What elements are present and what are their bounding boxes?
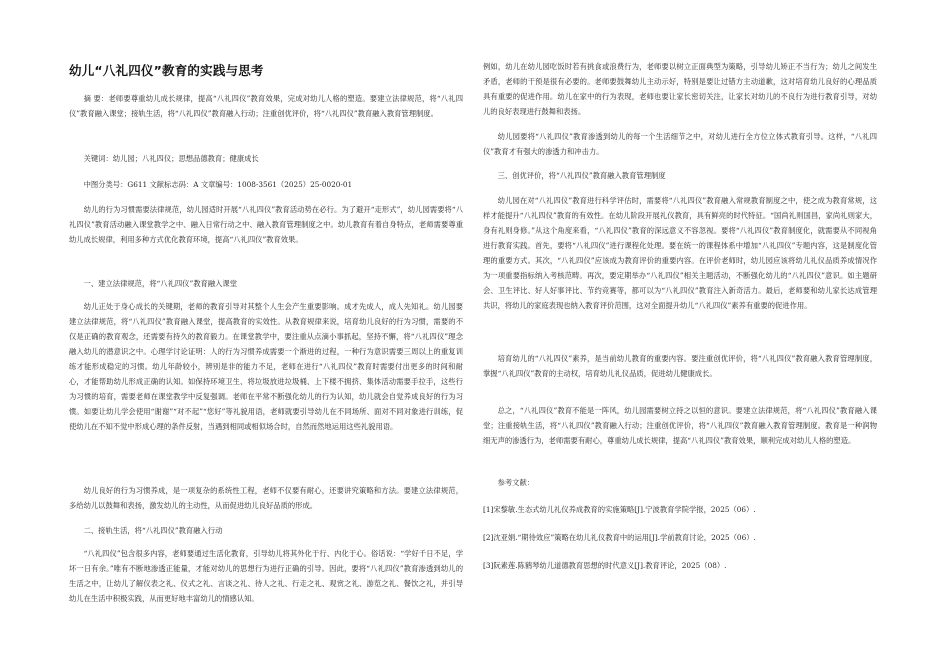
section1-paragraph-1: 幼儿正处于身心成长的关键期，老师的教育引导对其整个人生会产生重要影响。成才先成人，成人先知礼。幼儿园要建立法律规范，将“八礼四仪”教育融入课堂，提高教育的实效性。从教育规律来说，培育幼儿良好的行为习惯，需要的不仅是正确的教育观念，还需要有持久的教育毅力。在课堂教学中，要注重从点滴小事抓起，坚持不懈，将“八礼四仪”理念融入幼儿的潜意识之中。心理学讨论证明：人的行为习惯养成需要一个渐进的过程，一种行为意识需要三周以上的重复训练才能形成稳定的习惯。幼儿年龄较小，辨别是非的能力不足，老师在进行“八礼四仪”教育时需要付出更多的时间和耐心，才能帮助幼儿形成正确的认知。如保持环境卫生、将垃圾放进垃圾桶、上下楼不拥挤、集体活动需要手拉手，这些行为习惯的培育，需要老师在课堂教学中反复强调。老师在平常不断强化幼儿的行为认知，幼儿就会自觉养成良好的行为习惯。如要让幼儿学会使用“谢谢”“对不起”“您好”等礼貌用语，老师就要引导幼儿在不同场所、面对不同对象进行训练，促使幼儿在不知不觉中形成心理的条件反射，当遇到相同或相似场合时，自然而然地运用这些礼貌用语。 [69, 302, 463, 432]
section-heading-3: 三、创优评价，将“八礼四仪”教育融入教育管理制度 [497, 171, 666, 180]
keywords: 关键词：幼儿园；八礼四仪；思想品德教育；健康成长 [83, 154, 259, 163]
section2-paragraph-3: 幼儿园要将“八礼四仪”教育渗透到幼儿的每一个生活细节之中，对幼儿进行全方位立体式教育引导。这样，“八礼四仪”教育才有强大的渗透力和冲击力。 [483, 132, 877, 157]
section-heading-2: 二、接轨生活，将“八礼四仪”教育融入行动 [83, 526, 223, 535]
conclusion-paragraph: 总之，“八礼四仪”教育不能是一阵风，幼儿园需要树立持之以恒的意识。要建立法律规范，将“八礼四仪”教育融入课堂；注重接轨生活，将“八礼四仪”教育融入行动；注重创优评价，将“八礼四仪”教育融入教育管理制度。教育是一种润物细无声的渗透行为，老师需要有耐心，尊重幼儿成长规律，提高“八礼四仪”教育效果，顺利完成对幼儿人格的塑造。 [483, 406, 877, 446]
section2-paragraph-1: “八礼四仪”包含很多内容，老师要通过生活化教育，引导幼儿将其外化于行、内化于心。俗话说：“学好千日不足，学坏一日有余。”唯有不断地渗透正能量，才能对幼儿的思想行为进行正确的引导。因此，要将“八礼四仪”教育渗透到幼儿的生活之中，让幼儿了解仪表之礼、仪式之礼、言谈之礼、待人之礼、行走之礼、观赏之礼、游览之礼、餐饮之礼，并引导幼儿在生活中积极实践，从而更好地丰富幼儿的情感认知。 [69, 549, 463, 604]
section1-paragraph-2: 幼儿良好的行为习惯养成，是一项复杂的系统性工程，老师不仅要有耐心，还要讲究策略和方法。要建立法律规范，多给幼儿以鼓舞和表扬，激发幼儿的主动性，从而促进幼儿良好品质的形成。 [69, 486, 463, 511]
reference-item: [3]阮素莲.陈鹤琴幼儿道德教育思想的时代意义[J].教育评论，2025（08）. [483, 561, 727, 570]
section3-paragraph-2: 培育幼儿的“八礼四仪”素养，是当前幼儿教育的重要内容。要注重创优评价，将“八礼四仪”教育融入教育管理制度，掌握“八礼四仪”教育的主动权，培育幼儿礼仪品质，促进幼儿健康成长。 [483, 354, 877, 379]
intro-paragraph: 幼儿的行为习惯需要法律规范，幼儿园适时开展“八礼四仪”教育活动势在必行。为了避开“走形式”，幼儿园需要将“八礼四仪”教育活动融入课堂教学之中、融入日常行动之中、融入教育管理制度之中。幼儿教育有着自身特点，老师需要尊重幼儿成长规律，利用多种方式优化教育环境，提高“八礼四仪”教育效果。 [69, 205, 463, 245]
section-heading-1: 一、建立法律规范，将“八礼四仪”教育融入课堂 [83, 279, 237, 288]
section2-paragraph-2: 例如，幼儿在幼儿园吃饭时若有挑食或浪费行为，老师要以树立正面典型为策略，引导幼儿矫正不当行为；幼儿之间发生矛盾，老师的干预是很有必要的。老师要鼓舞幼儿主动示好，特别是要让过错方主动道歉，这对培育幼儿良好的心理品质具有重要的促进作用。幼儿在家中的行为表现，老师也要让家长密切关注，让家长对幼儿的不良行为进行教育引导，对幼儿的良好表现进行鼓舞和表扬。 [483, 62, 877, 117]
classification-line: 中图分类号：G611 文献标志码：A 文章编号：1008-3561（2025）25-0020-01 [83, 180, 353, 189]
reference-item: [2]沈亚娟.“期待效应”策略在幼儿礼仪教育中的运用[J].学前教育讨论，2025（06）. [483, 533, 756, 542]
references-heading: 参考文献： [497, 478, 535, 487]
paper-title: 幼儿“八礼四仪”教育的实践与思考 [69, 63, 264, 78]
section3-paragraph-1: 幼儿园在对“八礼四仪”教育进行科学评估时，需要将“八礼四仪”教育融入常规教育制度之中，使之成为教育常规，这样才能提升“八礼四仪”教育的有效性。在幼儿阶段开展礼仪教育，具有鲜亮的时代特征。“国尚礼则国昌，家尚礼则家大，身有礼则身修。”从这个角度来看，“八礼四仪”教育的深远意义不容忽视。要将“八礼四仪”教育制度化，就需要从不同视角进行教育实践。首先，要将“八礼四仪”进行课程化处理。要在统一的课程体系中增加“八礼四仪”专题内容，这是制度化管理的重要方式。其次，“八礼四仪”应该成为教育评价的重要内容。在评价老师时，幼儿园应该将幼儿礼仪品质养成情况作为一项重要指标纳入考核范畴。再次，要定期举办“八礼四仪”相关主题活动，不断强化幼儿的“八礼四仪”意识。如主题研会、卫生评比、好人好事评比、节约竞赛等，都可以为“八礼四仪”教育注入新奇活力。最后，老师要和幼儿家长达成管理共识，将幼儿的家庭表现也纳入教育评价范围，这对全面提升幼儿“八礼四仪”素养有重要的促进作用。 [483, 196, 877, 311]
reference-item: [1]宋黎敏.生态式幼儿礼仪养成教育的实施策略[J].宁波教育学院学报，2025（06）. [483, 505, 756, 514]
abstract: 摘 要：老师要尊重幼儿成长规律，提高“八礼四仪”教育效果，完成对幼儿人格的塑造。要建立法律规范，将“八礼四仪”教育融入课堂；接轨生活，将“八礼四仪”教育融入行动；注重创优评价，将“八礼四仪”教育融入教育管理制度。 [69, 94, 463, 119]
